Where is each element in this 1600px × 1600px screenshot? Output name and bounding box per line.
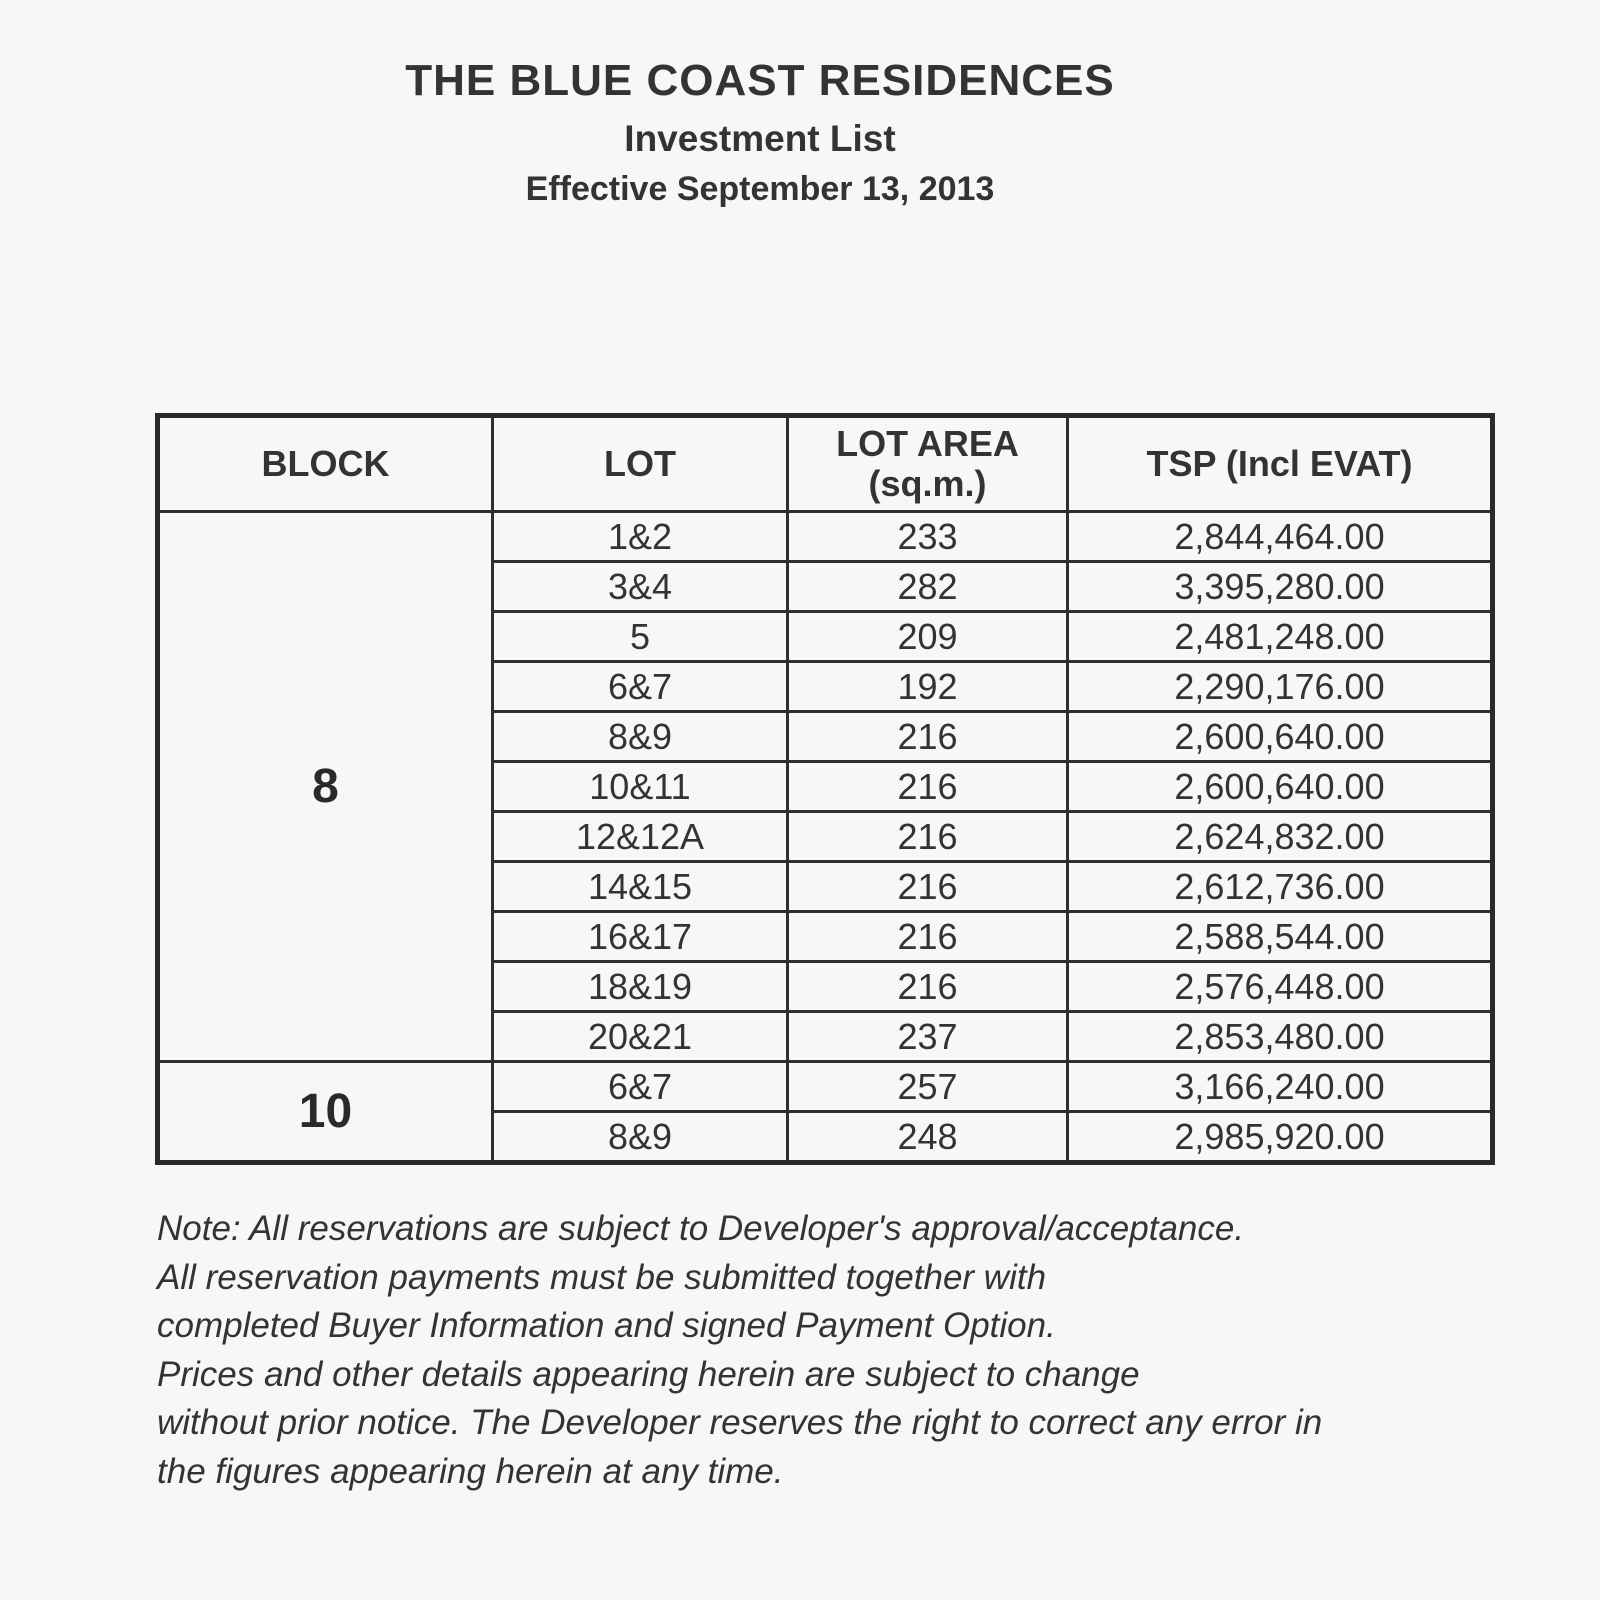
lot-cell: 18&19 bbox=[493, 962, 788, 1012]
lot-area-cell: 257 bbox=[788, 1062, 1068, 1112]
tsp-cell: 2,481,248.00 bbox=[1068, 612, 1493, 662]
block-cell: 8 bbox=[158, 512, 493, 1062]
document-subtitle: Investment List bbox=[624, 118, 896, 159]
lot-cell: 20&21 bbox=[493, 1012, 788, 1062]
lot-cell: 5 bbox=[493, 612, 788, 662]
header-lot-area-line2: (sq.m.) bbox=[868, 463, 987, 504]
document-title: THE BLUE COAST RESIDENCES bbox=[405, 56, 1115, 105]
lot-cell: 12&12A bbox=[493, 812, 788, 862]
lot-cell: 14&15 bbox=[493, 862, 788, 912]
table-row bbox=[158, 1062, 1493, 1112]
lot-cell: 3&4 bbox=[493, 562, 788, 612]
note-line: All reservation payments must be submitted together with bbox=[157, 1257, 1047, 1297]
header-lot-area bbox=[788, 416, 1068, 512]
tsp-cell: 2,624,832.00 bbox=[1068, 812, 1493, 862]
tsp-cell: 2,844,464.00 bbox=[1068, 512, 1493, 562]
header-block: BLOCK bbox=[158, 416, 493, 512]
header-lot-area-line1: LOT AREA bbox=[836, 423, 1019, 464]
note-line: without prior notice. The Developer reserves the right to correct any error in bbox=[157, 1403, 1323, 1442]
tsp-cell: 2,588,544.00 bbox=[1068, 912, 1493, 962]
table-row bbox=[158, 512, 1493, 562]
tsp-cell: 3,166,240.00 bbox=[1068, 1062, 1493, 1112]
lot-area-cell: 237 bbox=[788, 1012, 1068, 1062]
header-lot: LOT bbox=[493, 416, 788, 512]
lot-area-cell: 248 bbox=[788, 1112, 1068, 1163]
lot-area-cell: 216 bbox=[788, 962, 1068, 1012]
lot-area-cell: 282 bbox=[788, 562, 1068, 612]
lot-area-cell: 216 bbox=[788, 912, 1068, 962]
lot-area-cell: 209 bbox=[788, 612, 1068, 662]
tsp-cell: 2,853,480.00 bbox=[1068, 1012, 1493, 1062]
lot-area-cell: 216 bbox=[788, 762, 1068, 812]
tsp-cell: 2,600,640.00 bbox=[1068, 762, 1493, 812]
notes bbox=[157, 1205, 1497, 1496]
tsp-cell: 2,985,920.00 bbox=[1068, 1112, 1493, 1163]
table-header-row bbox=[158, 416, 1493, 512]
lot-area-cell: 233 bbox=[788, 512, 1068, 562]
lot-area-cell: 216 bbox=[788, 812, 1068, 862]
tsp-cell: 2,600,640.00 bbox=[1068, 712, 1493, 762]
tsp-cell: 2,612,736.00 bbox=[1068, 862, 1493, 912]
effective-date: Effective September 13, 2013 bbox=[525, 170, 995, 208]
lot-cell: 8&9 bbox=[493, 1112, 788, 1163]
investment-table bbox=[155, 413, 1495, 1165]
lot-area-cell: 192 bbox=[788, 662, 1068, 712]
table-body bbox=[158, 512, 1493, 1163]
lot-cell: 10&11 bbox=[493, 762, 788, 812]
header-tsp: TSP (Incl EVAT) bbox=[1068, 416, 1493, 512]
note-line: completed Buyer Information and signed Payment Option. bbox=[157, 1306, 1056, 1345]
tsp-cell: 2,576,448.00 bbox=[1068, 962, 1493, 1012]
block-cell: 10 bbox=[158, 1062, 493, 1163]
lot-cell: 16&17 bbox=[493, 912, 788, 962]
tsp-cell: 2,290,176.00 bbox=[1068, 662, 1493, 712]
note-line: the figures appearing herein at any time. bbox=[157, 1451, 784, 1491]
lot-cell: 6&7 bbox=[493, 1062, 788, 1112]
lot-cell: 6&7 bbox=[493, 662, 788, 712]
note-line: Prices and other details appearing herein are subject to change bbox=[157, 1354, 1140, 1394]
lot-area-cell: 216 bbox=[788, 712, 1068, 762]
lot-area-cell: 216 bbox=[788, 862, 1068, 912]
lot-cell: 1&2 bbox=[493, 512, 788, 562]
lot-cell: 8&9 bbox=[493, 712, 788, 762]
tsp-cell: 3,395,280.00 bbox=[1068, 562, 1493, 612]
note-line: Note: All reservations are subject to Developer's approval/acceptance. bbox=[157, 1209, 1245, 1248]
